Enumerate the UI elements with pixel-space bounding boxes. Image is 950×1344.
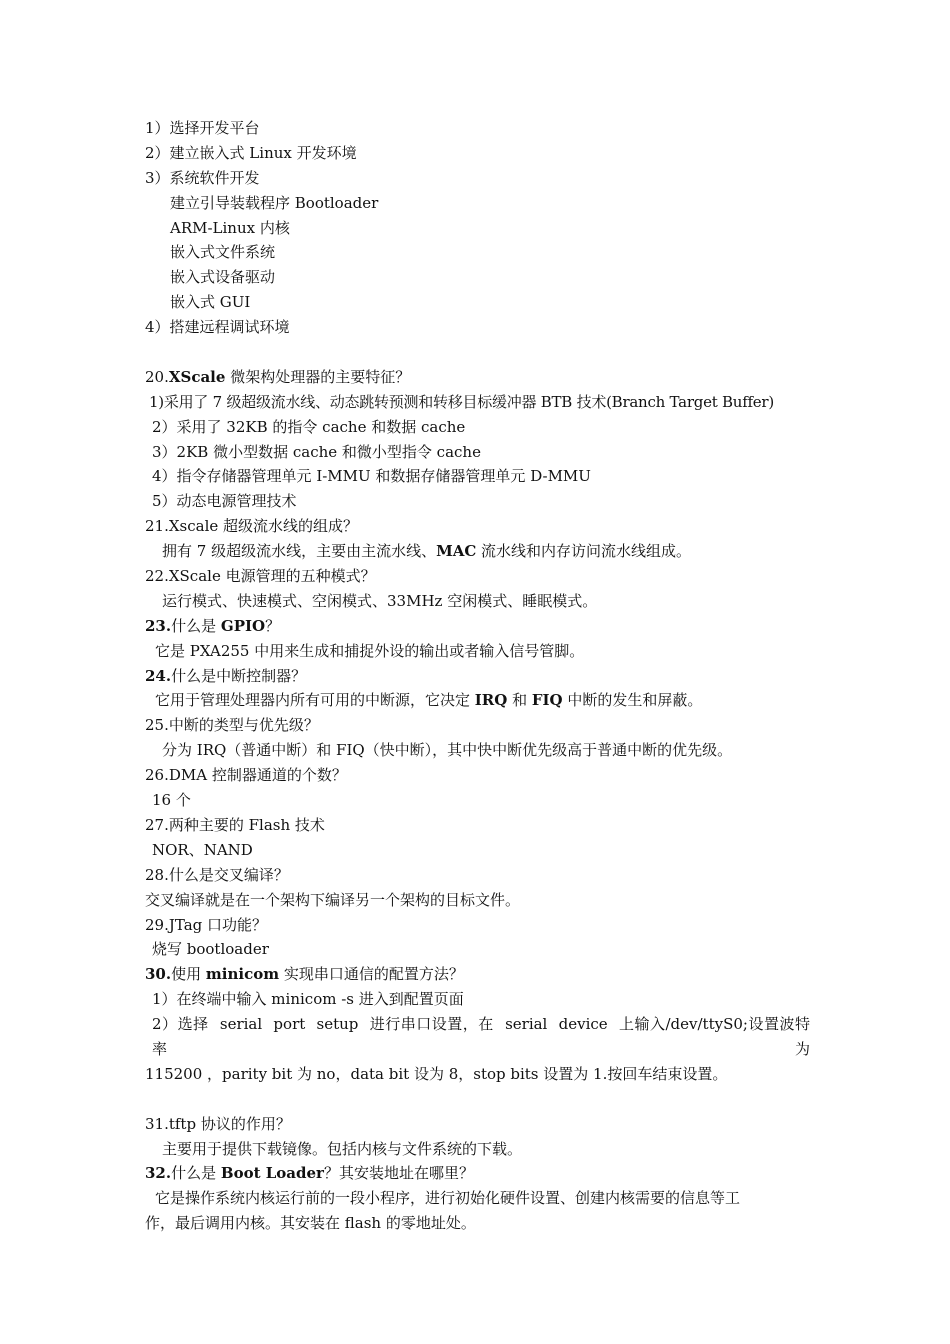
answer-line: 1)采用了 7 级超级流水线、动态跳转预测和转移目标缓冲器 BTB 技术(Branch Target Buffer) xyxy=(149,392,774,411)
question-24: 24.什么是中断控制器？ xyxy=(145,666,307,685)
answer-line: 作，最后调用内核。其安装在 flash 的零地址处。 xyxy=(145,1214,476,1233)
list-item: 3）系统软件开发 xyxy=(145,168,260,187)
sub-list-item: 嵌入式设备驱动 xyxy=(170,268,276,287)
question-26: 26.DMA 控制器通道的个数？ xyxy=(145,766,347,785)
list-item: 1）选择开发平台 xyxy=(145,119,260,137)
answer-line: 运行模式、快速模式、空闲模式、33MHz 空闲模式、睡眠模式。 xyxy=(162,591,598,610)
answer-line: 它是 PXA255 中用来生成和捕捉外设的输出或者输入信号管脚。 xyxy=(155,641,585,660)
spacer xyxy=(145,1087,810,1112)
sub-list-item: 建立引导装载程序 Bootloader xyxy=(170,193,379,212)
answer-line: 1）在终端中输入 minicom -s 进入到配置页面 xyxy=(152,990,464,1009)
question-31: 31.tftp 协议的作用？ xyxy=(145,1114,291,1133)
question-23: 23.什么是 GPIO？ xyxy=(145,616,281,635)
answer-line: 它用于管理处理器内所有可用的中断源，它决定 IRQ 和 FIQ 中断的发生和屏蔽。 xyxy=(155,691,703,710)
answer-line: 交叉编译就是在一个架构下编译另一个架构的目标文件。 xyxy=(145,890,521,909)
sub-list-item: 嵌入式 GUI xyxy=(170,293,251,312)
question-21: 21.Xscale 超级流水线的组成？ xyxy=(145,517,359,536)
answer-line: 2）采用了 32KB 的指令 cache 和数据 cache xyxy=(152,417,466,436)
question-27: 27.两种主要的 Flash 技术 xyxy=(145,815,325,834)
question-20: 20.XScale 微架构处理器的主要特征？ xyxy=(145,367,411,386)
sub-list-item: ARM-Linux 内核 xyxy=(170,218,290,237)
answer-line: 16 个 xyxy=(152,791,191,810)
question-30: 30.使用 minicom 实现串口通信的配置方法？ xyxy=(145,965,464,984)
answer-line: 它是操作系统内核运行前的一段小程序，进行初始化硬件设置、创建内核需要的信息等工 xyxy=(155,1189,741,1208)
question-29: 29.JTag 口功能？ xyxy=(145,915,268,934)
question-22: 22.XScale 电源管理的五种模式？ xyxy=(145,567,376,586)
answer-line: 3）2KB 微小型数据 cache 和微小型指令 cache xyxy=(152,442,481,461)
question-28: 28.什么是交叉编译？ xyxy=(145,865,289,884)
document-body xyxy=(145,116,810,1236)
question-32: 32.什么是 Boot Loader？其安装地址在哪里？ xyxy=(145,1164,474,1183)
answer-line: 主要用于提供下载镜像。包括内核与文件系统的下载。 xyxy=(162,1139,523,1158)
spacer xyxy=(145,340,810,365)
answer-line: 分为 IRQ（普通中断）和 FIQ（快中断），其中快中断优先级高于普通中断的优先级。 xyxy=(162,741,733,760)
answer-line: 4）指令存储器管理单元 I-MMU 和数据存储器管理单元 D-MMU xyxy=(152,467,591,486)
answer-line: NOR、NAND xyxy=(152,840,253,859)
answer-line: 2）选择 serial port setup 进行串口设置，在 serial device 上输入/dev/ttyS0;设置波特率为 xyxy=(152,1015,810,1058)
answer-line: 烧写 bootloader xyxy=(152,940,269,959)
question-25: 25.中断的类型与优先级？ xyxy=(145,716,319,735)
sub-list-item: 嵌入式文件系统 xyxy=(170,243,276,262)
list-item: 2）建立嵌入式 Linux 开发环境 xyxy=(145,143,357,162)
list-item: 4）搭建远程调试环境 xyxy=(145,318,290,337)
answer-line: 拥有 7 级超级流水线，主要由主流水线、MAC 流水线和内存访问流水线组成。 xyxy=(162,542,692,561)
answer-line: 5）动态电源管理技术 xyxy=(152,492,297,511)
answer-line: 115200 ，parity bit 为 no，data bit 设为 8，stop bits 设置为 1.按回车结束设置。 xyxy=(145,1064,728,1083)
